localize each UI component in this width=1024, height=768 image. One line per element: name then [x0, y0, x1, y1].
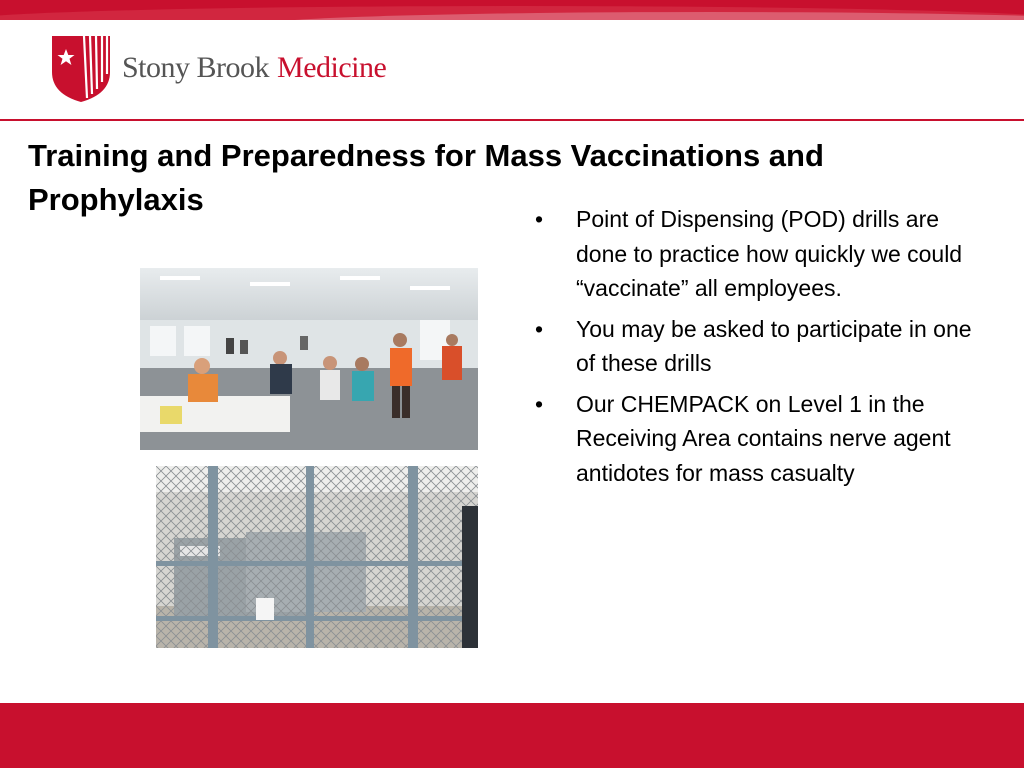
top-decorative-band — [0, 0, 1024, 20]
bullet-text: Our CHEMPACK on Level 1 in the Receiving Area contains nerve agent antidotes for mass casualty — [576, 390, 951, 486]
brand-name-part2: Medicine — [277, 51, 387, 84]
bullet-item — [535, 312, 975, 381]
bullet-marker: • — [535, 390, 544, 417]
bullet-list — [535, 202, 975, 496]
pod-drill-photo — [140, 268, 478, 450]
bullet-marker: • — [535, 315, 544, 342]
bullet-item — [535, 202, 975, 306]
bullet-item — [535, 387, 975, 491]
brand-wordmark — [122, 51, 386, 85]
shield-logo-icon — [50, 32, 112, 104]
brand-name-part1: Stony Brook — [122, 51, 270, 84]
bottom-decorative-band — [0, 703, 1024, 768]
slide-title: Training and Preparedness for Mass Vaccinations and Prophylaxis — [28, 138, 824, 217]
bullet-text: Point of Dispensing (POD) drills are done to practice how quickly we could “vaccinate” all employees. — [576, 206, 963, 301]
stony-brook-medicine-logo — [50, 32, 386, 104]
bullet-text: You may be asked to participate in one of these drills — [576, 315, 972, 376]
bullet-marker: • — [535, 206, 544, 232]
header-divider — [0, 119, 1024, 121]
chempack-cage-photo — [156, 466, 478, 648]
